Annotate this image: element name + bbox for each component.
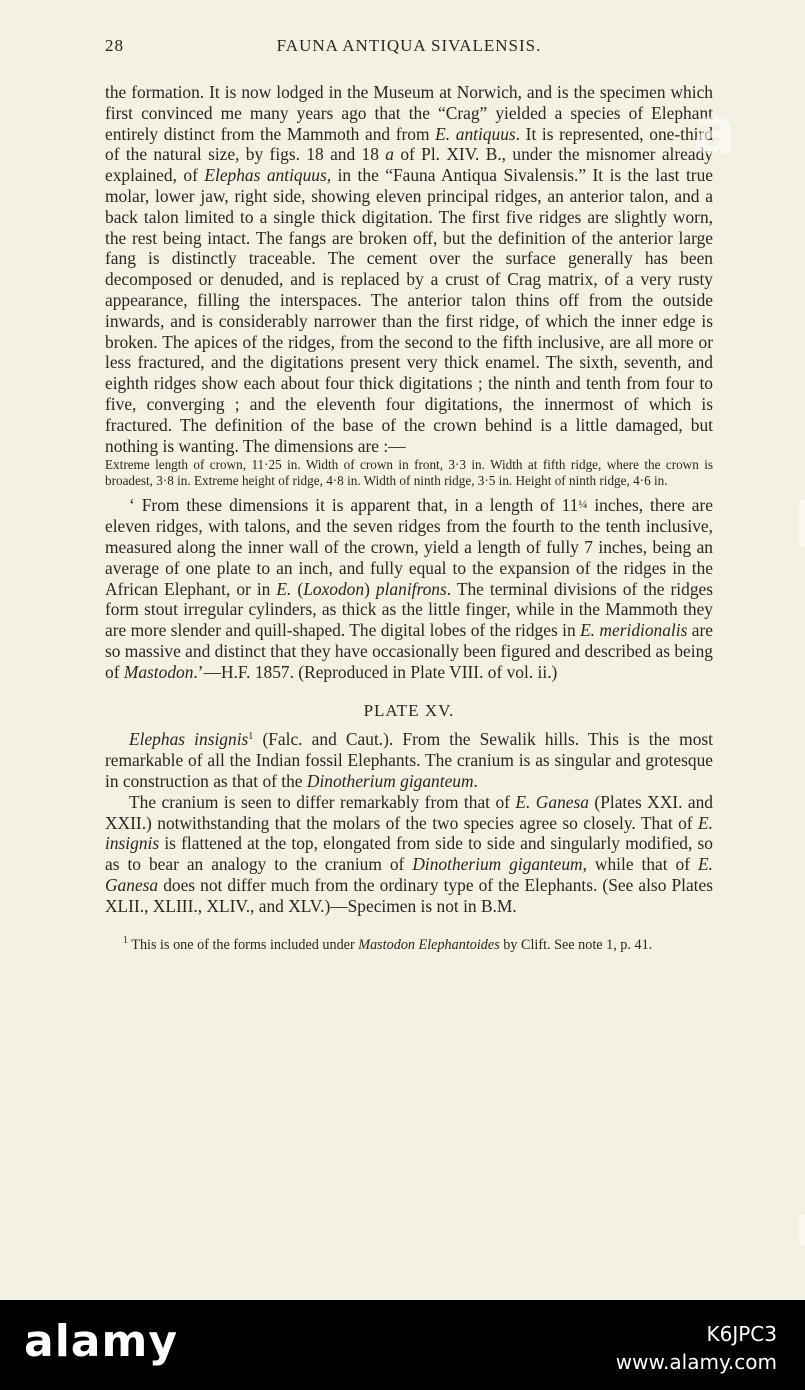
page-edge-mark [799,500,805,546]
text-run: This is one of the forms included under [128,937,359,954]
italic-run: Loxodon [303,578,365,599]
text-run: are so massive and distinct that they have occasionally been figured and described as being of [105,620,714,682]
site-url[interactable]: www.alamy.com [615,1350,777,1374]
italic-run: Mastodon Elephantoides [358,937,500,954]
text-run: , while that of [582,854,698,875]
italic-run: E. Ganesa [105,854,713,895]
text-run: ) [364,578,376,599]
page-edge-mark [799,1215,805,1245]
italic-run: E. [276,578,292,599]
footnote [105,936,713,955]
body-text [105,82,713,955]
text-run: of Pl. XIV. B., under the misnomer already explained, of [105,144,713,186]
stock-footer [0,1300,805,1390]
text-run: does not differ much from the ordinary type of the Elephants. (See also Plates XLII., XLIII., XLIV., and XLV.)—Specimen is not in B.M. [105,874,713,916]
paragraph-formation [105,82,713,456]
text-run: . [473,770,478,791]
italic-run: E. meridionalis [580,620,688,641]
text-run: . It is represented, one-third of the natural size, by figs. 18 and 18 [105,123,713,165]
footnote-marker: 1 [123,935,128,947]
italic-run: E. Ganesa [515,791,589,812]
text-run: is flattened at the top, elongated from side to side and singularly modified, so as to bear an analogy to the cranium of [105,833,713,875]
italic-run: Elephas antiquus [204,165,327,186]
text-run: by Clift. See note 1, p. 41. [499,937,653,954]
plate-heading: PLATE XV. [363,700,455,720]
footer-logo: alamy [24,1316,178,1367]
text-run: , in the “Fauna Antiqua Sivalensis.” It is the last true molar, lower jaw, right side, showing eleven principal ridges, an anterior talon, and a back talon limited to a single thick digitation. The first five ridges are slightly worn, the rest being intact. The fangs are broken off, but the definition of the anterior large fang is distinctly traceable. The cement over the surface generally has been decomposed or denuded, and is replaced by a crust of Crag matrix, of a very rusty appearance, filling the interspaces. The anterior talon thins off from the outside inwards, and is considerably narrower than the first ridge, of which the inner edge is broken. The apices of the ridges, from the second to the fifth inclusive, are all more or less fractured, and the digitations present very thick enamel. The sixth, seventh, and eighth ridges show each about four thick digitations ; the ninth and tenth from four to five, converging ; and the eleventh four digitations, the innermost of which is fractured. The definition of the base of the crown behind is a little damaged, but nothing is wanting. The dimensions are :— [105,165,713,456]
image-code: K6JPC3 [706,1322,777,1346]
text-run: ( [291,578,304,599]
italic-run: Dinotherium giganteum [412,854,583,875]
running-title: FAUNA ANTIQUA SIVALENSIS. [276,36,542,55]
dimensions-text: Extreme length of crown, 11·25 in. Width of crown in front, 3·3 in. Width at fifth ridge, where the crown is broadest, 3·8 in. Extreme height of ridge, 4·8 in. Width of ninth ridge, 3·5 in. Height of ninth ridge, 4·6 in. [105,457,713,489]
text-run: (Plates XXI. and XXII.) notwithstanding that the molars of the two species agree so closely. That of [105,791,713,833]
text-run: (Falc. and Caut.). From the Sewalik hills. This is the most remarkable of all the Indian fossil Elephants. The cranium is as singular and grotesque in construction as that of the [105,729,713,791]
text-run: The cranium is seen to differ remarkably from that of [129,791,516,812]
italic-run: Mastodon [123,661,194,682]
text-run: the formation. It is now lodged in the Museum at Norwich, and is the specimen which first convinced me many years ago that the “Crag” yielded a species of Elephant entirely distinct from the Mammoth and from [105,82,713,144]
italic-run: Elephas insignis [129,729,249,750]
paragraph-cranium [105,792,713,917]
italic-run: a [385,144,394,165]
watermark-logo: a [693,95,737,169]
italic-run: E. antiquus [435,123,516,144]
footnote-marker: 1 [248,731,254,743]
paragraph-quotation [105,494,713,682]
paragraph-elephas-insignis [105,729,713,791]
running-head [105,36,713,60]
text-run: ‘ From these dimensions it is apparent that, in a length of 11 [129,495,579,516]
text-run: inches, there are eleven ridges, with talons, and the seven ridges from the fourth to the tenth inclusive, measured along the inner wall of the crown, yield a length of fully 7 inches, being an average of one plate to an inch, and fully equal to the expansion of the ridges in the African Elephant, or in [105,495,713,599]
italic-run: Dinotherium giganteum [306,770,474,791]
italic-run: planifrons [375,578,447,599]
page-number: 28 [105,36,124,55]
dimensions-paragraph [105,457,713,489]
text-run: . The terminal divisions of the ridges form stout irregular cylinders, as thick as the little finger, while in the Mammoth they are more slender and quill-shaped. The digital lobes of the ridges in [105,578,714,641]
text-run: .’—H.F. 1857. (Reproduced in Plate VIII. of vol. ii.) [193,661,558,682]
fraction: ¼ [578,497,588,512]
italic-run: E. insignis [105,812,713,854]
